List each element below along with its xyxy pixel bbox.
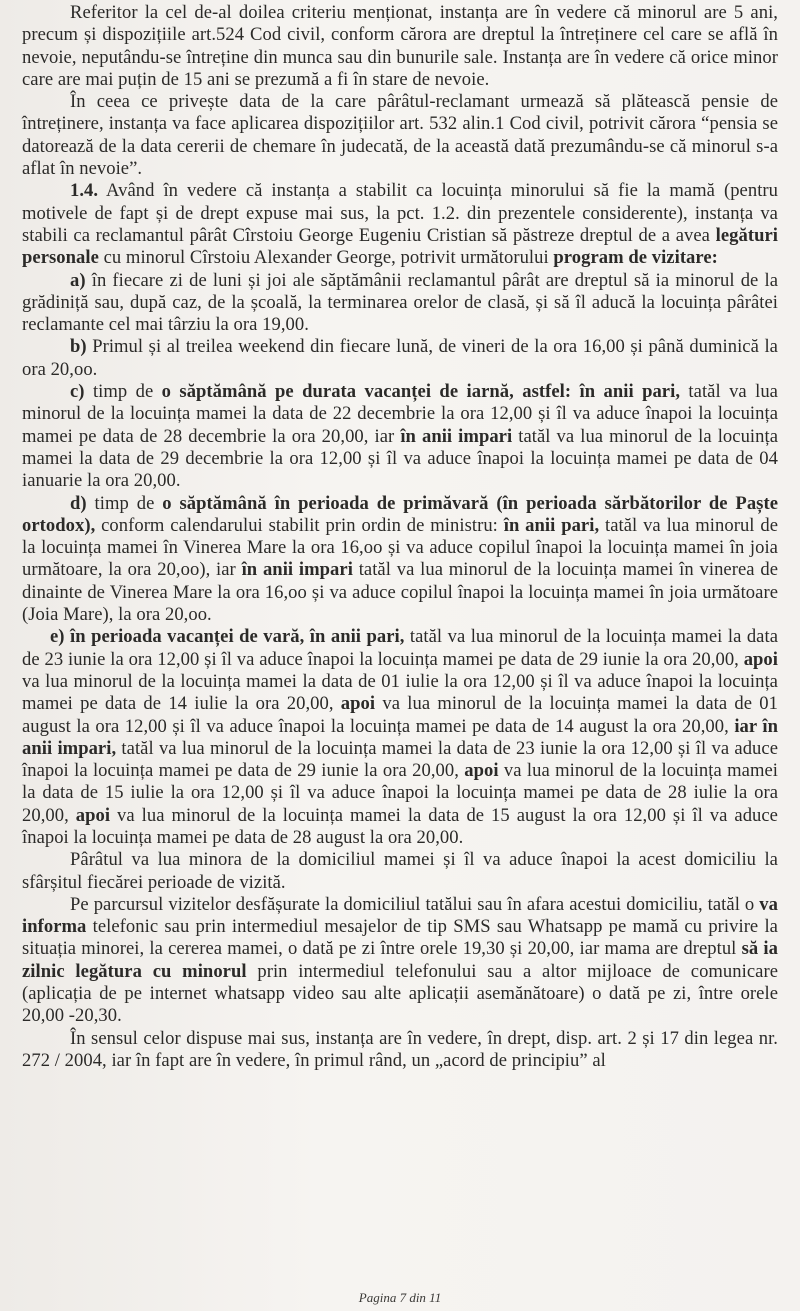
program-item-c: c) timp de o săptămână pe durata vacanței de iarnă, astfel: în anii pari, tatăl va lua minorul de la locuința mamei la data de 22 decembrie la ora 12,00 și îl va aduce înapoi la locuința mamei pe data de 28 decembrie la ora 20,00, iar în anii impari tatăl va lua minorul de la locuința mamei la data de 29 decembrie la ora 12,00 și îl va aduce înapoi la locuința mamei pe data de 04 ianuarie la ora 20,00. [22,381,778,492]
program-item-a: a) în fiecare zi de luni și joi ale săptămânii reclamantul pârât are dreptul să ia minorul de la grădiniță sau, după caz, de la școală, la terminarea orelor de clasă, și să îl aducă la locuința pârâtei reclamante cel mai târziu la ora 19,00. [22,269,778,336]
paragraph-return: Pârâtul va lua minora de la domiciliul mamei și îl va aduce înapoi la acest domiciliu la sfârșitul fiecărei perioade de vizită. [22,849,778,893]
item-label: e) [50,626,65,648]
item-label: c) [70,381,85,403]
program-item-d: d) timp de o săptămână în perioada de primăvară (în perioada sărbătorilor de Paște ortodox), conform calendarului stabilit prin ordin de ministru: în anii pari, tatăl va lua minorul de la locuința mamei în Vinerea Mare la ora 16,oo și va aduce copilul înapoi la locuința mamei în joia următoare, la ora 20,oo), iar în anii impari tatăl va lua minorul de la locuința mamei în vinerea de dinainte de Vinerea Mare la ora 16,oo și va aduce copilul înapoi la locuința mamei în joia următoare (Joia Mare), la ora 20,oo. [22,492,779,626]
paragraph-legal-basis: În sensul celor dispuse mai sus, instanța are în vedere, în drept, disp. art. 2 și 17 din legea nr. 272 / 2004, iar în fapt are în vedere, în primul rând, un „acord de principiu” al [22,1027,778,1071]
paragraph-1-4: 1.4. Având în vedere că instanța a stabilit ca locuința minorului să fie la mamă (pentru motivele de fapt și de drept expuse mai sus, la pct. 1.2. din prezentele considerente), instanța va stabili ca reclamantul pârât Cîrstoiu George Eugeniu Cristian să păstreze dreptul de a avea legături personale cu minorul Cîrstoiu Alexander George, potrivit următorului program de vizitare: [22,180,778,269]
item-label: a) [70,269,86,291]
document-body [22,2,778,1072]
paragraph-data-pensie: În ceea ce privește data de la care pârâtul-reclamant urmează să plătească pensie de întreținere, instanța va face aplicarea dispozițiilor art. 532 alin.1 Cod civil, potrivit cărora “pensia se datorează de la data cererii de chemare în judecată, de la această dată prezumându-se că minorul s-a aflat în nevoie”. [22,91,778,180]
item-label: d) [70,492,87,514]
program-item-e: e) în perioada vacanței de vară, în anii pari, tatăl va lua minorul de la locuința mamei la data de 23 iunie la ora 12,00 și îl va aduce înapoi la locuința mamei pe data de 29 iunie la ora 20,00, apoi va lua minorul de la locuința mamei la data de 01 iulie la ora 12,00 și îl va aduce înapoi la locuința mamei pe data de 14 iulie la ora 20,00, apoi va lua minorul de la locuința mamei la data de 01 august la ora 12,00 și îl va aduce înapoi la locuința mamei pe data de 14 august la ora 20,00, iar în anii impari, tatăl va lua minorul de la locuința mamei la data de 23 iunie la ora 12,00 și îl va aduce înapoi la locuința mamei pe data de 29 iunie la ora 20,00, apoi va lua minorul de la locuința mamei la data de 15 iulie la ora 12,00 și îl va aduce înapoi la locuința mamei pe data de 28 iulie la ora 20,00, apoi va lua minorul de la locuința mamei la data de 15 august la ora 12,00 și îl va aduce înapoi la locuința mamei pe data de 28 august la ora 20,00. [22,626,778,848]
page-number-footer: Pagina 7 din 11 [358,1290,442,1305]
item-label: b) [70,336,87,358]
program-item-b: b) Primul și al treilea weekend din fiecare lună, de vineri de la ora 16,00 și până duminică la ora 20,oo. [22,336,778,380]
section-number: 1.4. [70,180,99,202]
paragraph-communication: Pe parcursul vizitelor desfășurate la domiciliul tatălui sau în afara acestui domiciliu, tatăl o va informa telefonic sau prin intermediul mesajelor de tip SMS sau Whatsapp pe mamă cu privire la situația minorei, la cererea mamei, o dată pe zi între orele 19,30 și 20,00, iar mama are dreptul să ia zilnic legătura cu minorul prin intermediul telefonului sau a altor mijloace de comunicare (aplicația de pe internet whatsapp video sau alte aplicații asemănătoare) o dată pe zi, între orele 20,00 -20,30. [22,893,778,1027]
paragraph-criteriu: Referitor la cel de-al doilea criteriu menționat, instanța are în vedere că minorul are 5 ani, precum și dispozițiile art.524 Cod civil, conform cărora are dreptul la întreținere cel care se află în nevoie, neputându-se întreține din munca sau din bunurile sale. Instanța are în vedere că orice minor care are mai puțin de 15 ani se prezumă a fi în stare de nevoie. [22,2,778,90]
